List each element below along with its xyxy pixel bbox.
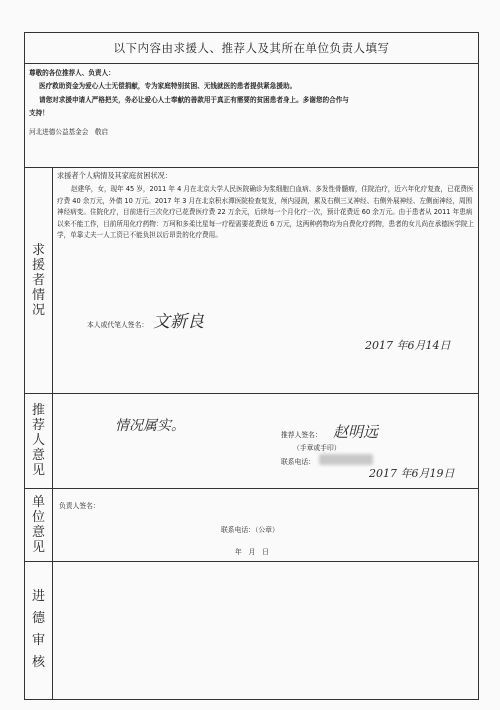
notice-greeting: 尊敬的各位推荐人、负责人：	[29, 69, 115, 77]
recommender-sign-label: 推荐人签名：	[281, 431, 322, 439]
section-unit	[25, 488, 478, 562]
notice-section	[25, 63, 478, 168]
notice-sign: 河北进德公益基金会 敬启	[29, 128, 109, 136]
applicant-signature: 文新良	[153, 312, 204, 332]
recommender-date: 2017 年6月19日	[369, 467, 455, 480]
unit-phone-label: 联系电话：（公章）	[221, 526, 279, 534]
form-header: 以下内容由求援人、推荐人及其所在单位负责人填写	[25, 33, 478, 64]
applicant-date: 2017 年6月14日	[365, 339, 451, 352]
recommender-opinion: 情况属实。	[115, 418, 185, 434]
applicant-body: 赵建华，女，现年 45 岁，2011 年 4 月在北京大学人民医院确诊为浆细胞白血病、多发性骨髓瘤，住院治疗，近六年化疗复查，已花费医疗费 40 余万元，外债 10 万元。2017 年 3 月在北京积水潭医院检查复发，颅内浸润，累及右侧三叉神经、右侧外展神经、左侧面神经，周围神经病变。住院化疗，目前进行三次化疗已花费医疗费 22 万余元，后续每一个月化疗一次，预计花费近 60 余万元。由于患者从 2011 年患病以来不能工作，目前所用化疗药物：万珂和多柔比星每一疗程需要花费近 6 万元，这两种药物均为自费化疗药物，患者的女儿尚在承德医学院上学，单靠丈夫一人工资已不能负担以后昂贵的化疗费用。	[57, 185, 475, 239]
section-applicant	[25, 167, 478, 394]
applicant-intro: 求援者个人病情及其家庭贫困状况：	[57, 171, 173, 180]
notice-line1: 医疗救助资金为爱心人士无偿捐献，专为家庭特别贫困、无钱就医的患者提供紧急援助。	[39, 82, 297, 90]
notice-line2a: 请您对求援申请人严格把关，务必让爱心人士奉献的善款用于真正有需要的贫困患者身上。多谢您的合作与	[39, 96, 349, 104]
section-applicant-label: 求援者情况	[25, 167, 53, 393]
application-form	[24, 32, 479, 700]
recommender-phone-label: 联系电话：	[281, 458, 315, 466]
phone-redacted	[319, 454, 373, 465]
unit-head-label: 负责人签名：	[59, 502, 100, 510]
section-unit-label: 单位意见	[25, 488, 53, 561]
section-review	[25, 561, 478, 699]
notice-line2b: 支持！	[29, 109, 49, 117]
recommender-seal-note: （手章或手印）	[293, 444, 341, 452]
section-recommender-label: 推荐人意见	[25, 393, 53, 488]
unit-date-label: 年 月 日	[235, 548, 269, 556]
section-recommender	[25, 393, 478, 489]
section-review-label: 进德审核	[25, 561, 53, 699]
applicant-sign-label: 本人或代笔人签名：	[87, 321, 149, 329]
recommender-signature: 赵明远	[333, 423, 379, 441]
